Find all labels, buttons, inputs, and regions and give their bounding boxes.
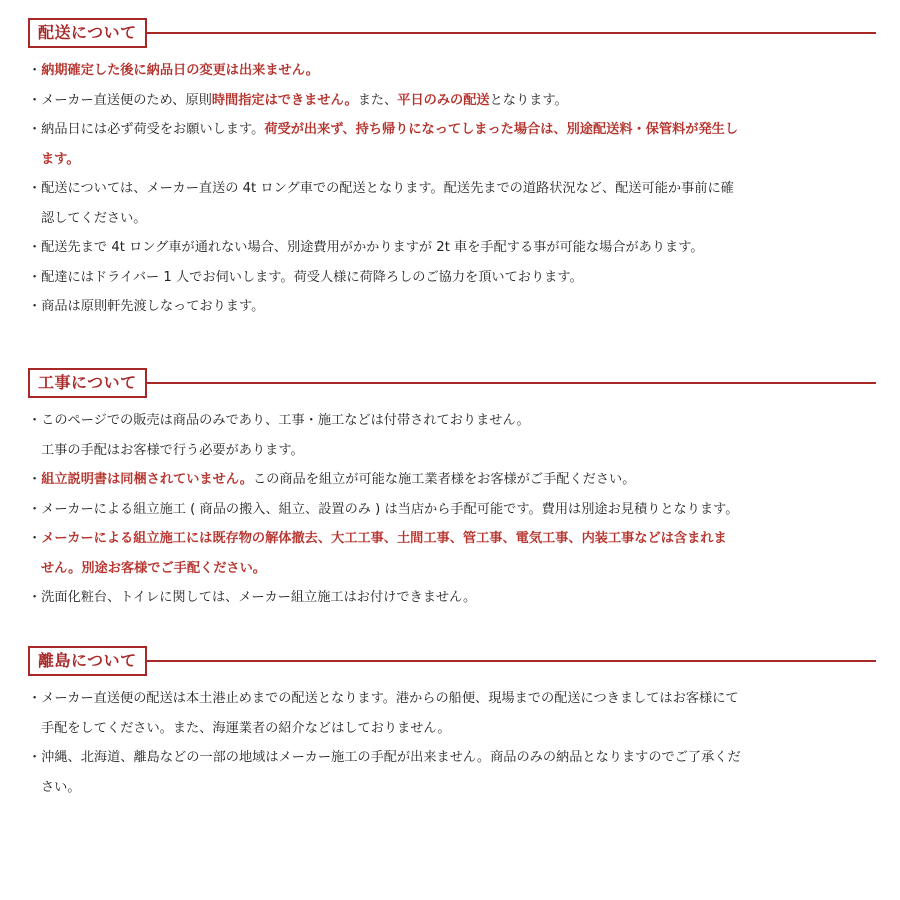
islands-list <box>28 684 876 802</box>
list-item <box>28 56 876 86</box>
body-text: ・メーカー直送便のため、原則 <box>28 92 212 108</box>
list-item <box>28 495 876 525</box>
delivery-title: 配送について <box>28 18 147 48</box>
delivery-list <box>28 56 876 322</box>
body-text: 認してください。 <box>41 210 147 226</box>
body-text: ・メーカー直送便の配送は本土港止めまでの配送となります。港からの船便、現場までの配送につきましてはお客様にて <box>28 691 739 706</box>
body-text: ・ <box>28 531 42 546</box>
body-text: この商品を組立が可能な施工業者様をお客様がご手配ください。 <box>252 472 636 487</box>
body-text: ・配送については、メーカー直送の 4t ロング車での配送となります。配送先までの道路状況など、配送可能か事前に確 <box>28 181 734 196</box>
body-text: ・納品日には必ず荷受をお願いします。 <box>28 122 265 137</box>
emphasis-text: 平日のみの配送 <box>397 92 490 108</box>
list-item <box>28 86 876 116</box>
construction-section <box>28 368 876 613</box>
construction-header-rule <box>28 382 876 384</box>
body-text: また、 <box>357 92 398 108</box>
emphasis-text: 荷受が出来ず、持ち帰りになってしまった場合は、別途配送料・保管料が発生し <box>264 122 739 137</box>
body-text: ・沖縄、北海道、離島などの一部の地域はメーカー施工の手配が出来ません。商品のみの納品となりますのでご了承くだ <box>28 750 741 765</box>
islands-section <box>28 646 876 802</box>
list-item <box>28 406 876 436</box>
emphasis-text: ます。 <box>41 151 80 167</box>
list-item <box>28 684 876 714</box>
body-text: ・メーカーによる組立施工 ( 商品の搬入、組立、設置のみ ) は当店から手配可能です。費用は別途お見積りとなります。 <box>28 501 739 517</box>
emphasis-text: 納期確定した後に納品日の変更は出来ません。 <box>41 63 319 78</box>
emphasis-text: せん。別途お客様でご手配ください。 <box>41 560 266 576</box>
list-item-continuation <box>28 204 876 234</box>
body-text: ・配送先まで 4t ロング車が通れない場合、別途費用がかかりますが 2t 車を手配する事が可能な場合があります。 <box>28 240 704 255</box>
body-text: ・このページでの販売は商品のみであり、工事・施工などは付帯されておりません。 <box>28 413 530 428</box>
body-text: ・洗面化粧台、トイレに関しては、メーカー組立施工はお付けできません。 <box>28 590 477 605</box>
list-item-continuation <box>28 714 876 744</box>
body-text: ・配達にはドライバー 1 人でお伺いします。荷受人様に荷降ろしのご協力を頂いております。 <box>28 269 583 285</box>
body-text: さい。 <box>41 779 81 795</box>
list-item <box>28 174 876 204</box>
list-item <box>28 465 876 495</box>
body-text: となります。 <box>489 92 568 108</box>
emphasis-text: 時間指定はできません。 <box>211 92 358 108</box>
emphasis-text: 組立説明書は同梱されていません。 <box>41 472 253 487</box>
list-item <box>28 524 876 554</box>
body-text: 工事の手配はお客様で行う必要があります。 <box>41 442 304 458</box>
delivery-section <box>28 18 876 322</box>
construction-header <box>28 368 876 398</box>
delivery-header <box>28 18 876 48</box>
list-item <box>28 583 876 613</box>
list-item-continuation <box>28 145 876 175</box>
list-item-continuation <box>28 436 876 466</box>
list-item-continuation <box>28 773 876 803</box>
list-item <box>28 292 876 322</box>
construction-title: 工事について <box>28 368 147 398</box>
emphasis-text: メーカーによる組立施工には既存物の解体撤去、大工工事、土間工事、管工事、電気工事、内装工事などは含まれま <box>41 531 727 546</box>
construction-list <box>28 406 876 613</box>
list-item <box>28 115 876 145</box>
list-item <box>28 263 876 293</box>
body-text: ・ <box>28 63 42 78</box>
delivery-header-rule <box>28 32 876 34</box>
body-text: ・ <box>28 472 42 487</box>
islands-title: 離島について <box>28 646 147 676</box>
body-text: ・商品は原則軒先渡しなっております。 <box>28 299 265 314</box>
islands-header <box>28 646 876 676</box>
list-item <box>28 233 876 263</box>
islands-header-rule <box>28 660 876 662</box>
body-text: 手配をしてください。また、海運業者の紹介などはしておりません。 <box>41 720 451 736</box>
list-item <box>28 743 876 773</box>
list-item-continuation <box>28 554 876 584</box>
